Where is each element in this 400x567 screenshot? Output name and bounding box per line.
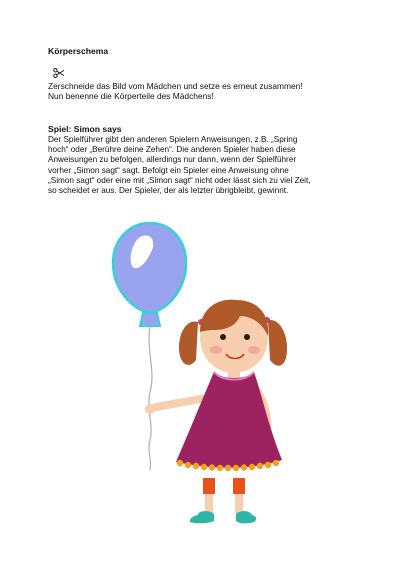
game-heading: Spiel: Simon says [48,124,122,134]
game-line: hoch“ oder „Berühre deine Zehen“. Die anderen Spieler haben diese [48,145,296,155]
game-line: „Simon sagt“ oder eine mit „Simon sagt“ nicht oder lässt sich zu viel Zeit, [48,175,311,185]
game-line: Anweisungen zu befolgen, allerdings nur dann, wenn der Spielführer [48,155,297,165]
game-line: vorher „Simon sagt“ sagt. Befolgt ein Spieler eine Anweisung ohne [48,165,289,175]
balloon-string [149,326,152,470]
intro-line: Nun benenne die Körperteile des Mädchens! [48,91,214,102]
page-title: Körperschema [48,46,109,56]
game-line: so scheidet er aus. Der Spieler, der als letzter übrigbleibt, gewinnt. [48,186,289,196]
intro-line: Zerschneide das Bild vom Mädchen und setze es erneut zusammen! [48,81,303,91]
shoes [190,511,256,523]
legs [203,478,245,514]
game-line: Der Spielführer gibt den anderen Spielern Anweisungen, z.B. „Spring [48,135,298,144]
dress [176,372,282,471]
balloon [113,223,186,326]
girl-head [200,300,268,373]
